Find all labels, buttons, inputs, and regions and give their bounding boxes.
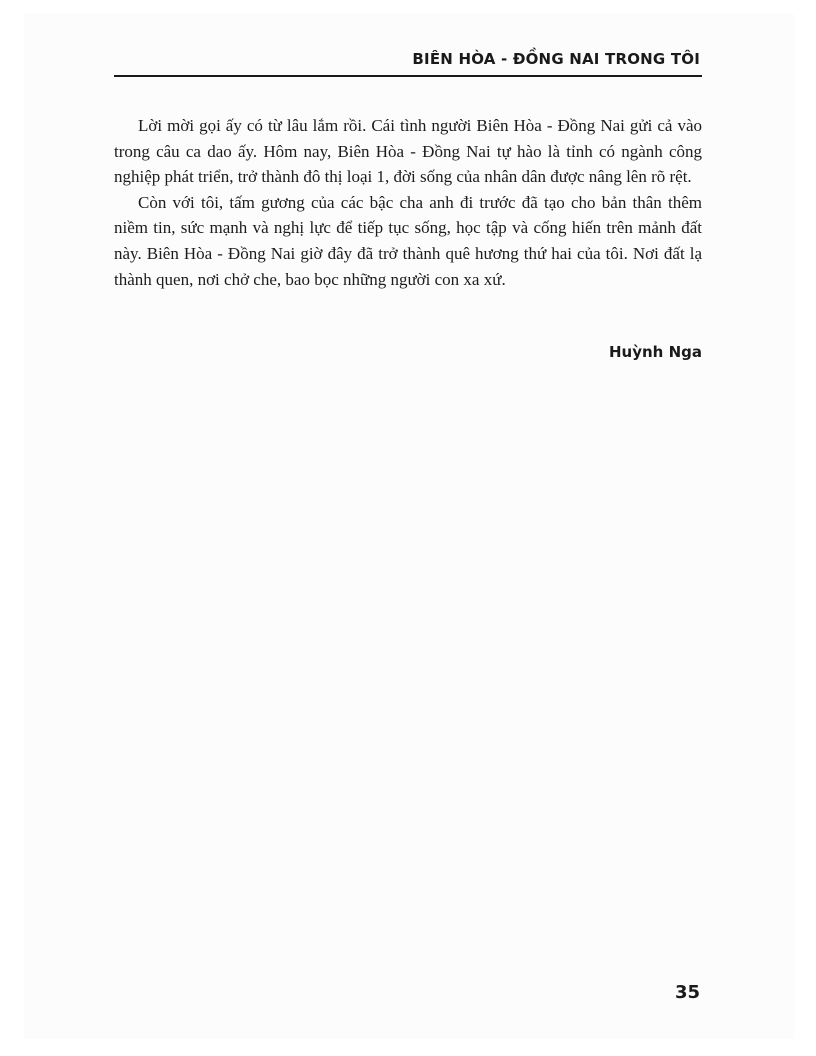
header-rule [114,75,702,77]
paragraph: Còn với tôi, tấm gương của các bậc cha anh đi trước đã tạo cho bản thân thêm niềm tin, sức mạnh và nghị lực để tiếp tục sống, học tập và cống hiến trên mảnh đất này. Biên Hòa - Đồng Nai giờ đây đã trở thành quê hương thứ hai của tôi. Nơi đất lạ thành quen, nơi chở che, bao bọc những người con xa xứ. [114,192,702,289]
author-signature: Huỳnh Nga [608,343,702,361]
paragraph: Lời mời gọi ấy có từ lâu lắm rồi. Cái tình người Biên Hòa - Đồng Nai gửi cả vào trong câu ca dao ấy. Hôm nay, Biên Hòa - Đồng Nai tự hào là tỉnh có ngành công nghiệp phát triển, trở thành đô thị loại 1, đời sống của nhân dân được nâng lên rõ rệt. [114,116,702,187]
running-header: BIÊN HÒA - ĐỒNG NAI TRONG TÔI [412,50,700,68]
body-text [114,113,702,292]
page-number: 35 [674,982,700,1003]
